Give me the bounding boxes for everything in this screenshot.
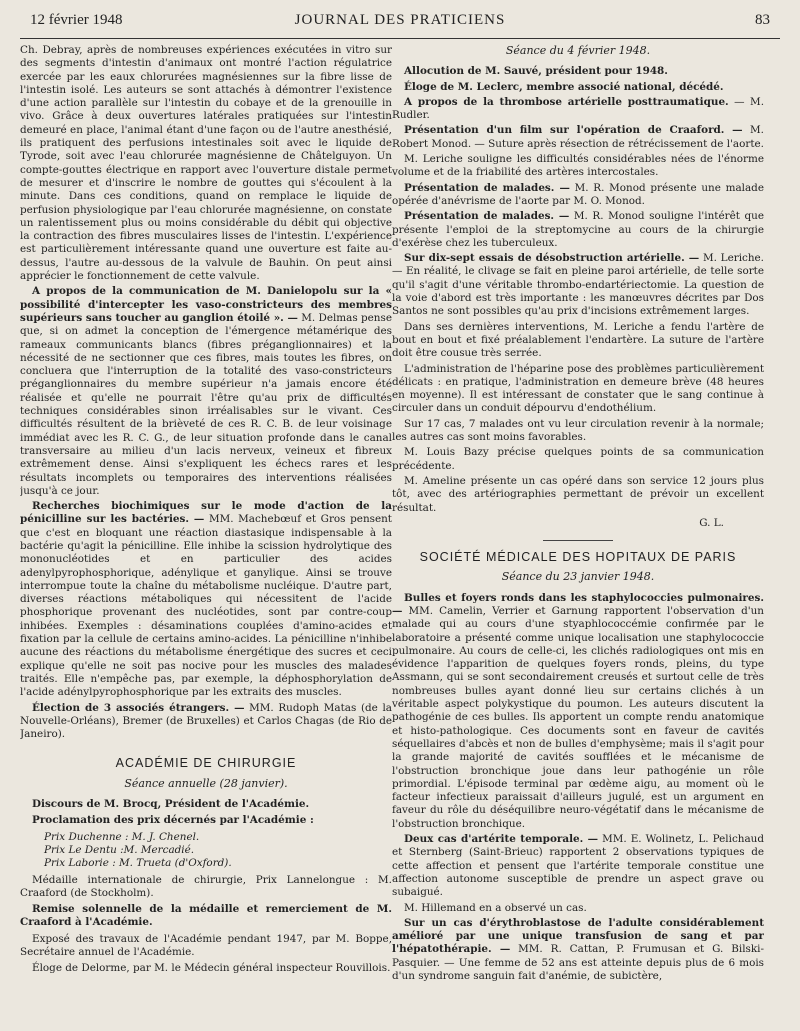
signature-initials: G. L. xyxy=(699,516,724,529)
text-danielopolu: M. Delmas pense que, si on admet la conception de l'émergence métamérique des rameaux communicants blancs (fibres préganglionnaires) et la nécessité de ne sectionner que ces fibres, mais toutes les fibres, on concluera que l'interruption de la totalité des vaso-constricteurs préganglionnaires du membre supérieur n'a jamais encore été réalisée et qu'elle ne pourrait l'être qu'au prix de difficultés techniques considérables sinon irréalisables sur le vivant. Ces difficultés résultent de la brièveté de ces R. C. B. de leur voisinage immédiat avec les R. C. G., de leur situation profonde dans le canal transversaire au milieu d'un lacis nerveux, veineux et fibreux extrêmement dense. Ainsi s'expliquent les échecs rares et les résultats incomplets ou temporaires des interventions réalisées jusqu'à ce jour. xyxy=(20,311,392,497)
item-medaille: Médaille internationale de chirurgie, Prix Lannelongue : M. Craaford (de Stockholm). xyxy=(20,873,392,899)
paragraph-heparine: L'administration de l'héparine pose des problèmes particulièrement délicats : en pratique, l'administration en demeure brève (48 heures en moyenne). Il est intéressant de constater que le sang continue à circuler dans un conduit dépourvu d'endothélium. xyxy=(392,362,764,415)
paragraph-debray: Ch. Debray, après de nombreuses expériences exécutées in vitro sur des segments d'intestin d'animaux ont montré l'action régulatrice exercée par les eaux chlorurées magnésiennes sur la fibre lisse de l'intestin isolé. Les auteurs se sont attachés à démontrer l'existence d'une action parallèle sur l'intestin du cobaye et de la grenouille in vivo. Grâce à deux ouvertures latérales pratiquées sur l'intestin demeuré en place, l'animal étant d'une façon ou de l'autre anesthésié, ils pratiquent des perfusions intestinales soit avec le liquide de Tyrode, soit avec l'eau chlorurée magnésienne de Châtelguyon. Un compte-gouttes électrique en rapport avec l'ouverture distale permet de mesurer et d'inscrire le nombre de gouttes qui s'écoulent à la minute. Dans ces conditions, quand on remplace le liquide de perfusion physiologique par l'eau chlorurée magnésienne, on constate un ralentissement plus ou moins considérable du débit qui objective la contraction des fibres musculaires lisses de l'intestin. L'expérience est particulièrement intéressante quand une ouverture est faite au-dessus, l'autre au-dessous de la valvule de Bauhin. On peut ainsi apprécier le fonctionnement de cette valvule. xyxy=(20,44,392,283)
heading-penicilline: Recherches biochimiques sur le mode d'action de la pénicilline sur les bactéries. — xyxy=(20,500,392,526)
heading-thrombose: A propos de la thrombose artérielle posttraumatique. xyxy=(404,95,729,108)
seance-23-janvier: Séance du 23 janvier 1948. xyxy=(501,570,655,584)
heading-election: Élection de 3 associés étrangers. — xyxy=(32,701,245,714)
text-presentation-1: M. R. Monod présente une malade opérée d'anévrisme de l'aorte par M. O. Monod. xyxy=(392,181,764,207)
paragraph-thrombose xyxy=(392,96,764,123)
section-title-academie-chirurgie: ACADÉMIE DE CHIRURGIE xyxy=(115,756,297,771)
prix-duchenne: Prix Duchenne : M. J. Chenel. xyxy=(44,830,200,843)
item-discours: Discours de M. Brocq, Président de l'Académie. xyxy=(32,798,310,811)
page-number: 83 xyxy=(755,12,770,28)
heading-presentation-1: Présentation de malades. — xyxy=(404,181,570,194)
text-penicilline: MM. Machebœuf et Gros pensent que c'est en bloquant une réaction diastasique indispensable à la bactérie qu'agit la pénicilline. Elle inhibe la scission hydrolytique des mononucléotides et en particulier des acides adenylpyrophosphorique, adénylique et ganylique. Ainsi se trouve interrompue toute la chaîne du métabolisme nucléique. D'autre part, diverses réactions métaboliques qui nécessitent de l'acide phosphorique provenant des nucléotides, sont par contre-coup inhibées. Exemples : désaminations couplées d'amino-acides et fixation par la cellule de certains amino-acides. La pénicilline n'inhibe aucune des réactions du métabolisme énergétique des sucres et ceci explique qu'elle ne soit pas nocive pour les muscles des malades traités. Elle n'empêche pas, par exemple, la déphosphorylation de l'acide adénylpyrophosphorique par les extraits des muscles. xyxy=(20,513,392,699)
text-film: M. Robert Monod. — Suture après résection de rétrécissement de l'aorte. xyxy=(392,124,764,150)
item-eloge-delorme: Éloge de Delorme, par M. le Médecin général inspecteur Rouvillois. xyxy=(32,962,391,975)
heading-bulles: Bulles et foyers ronds dans les staphylococcies pulmonaires. — xyxy=(392,591,764,617)
text-erythroblastose: MM. R. Cattan, P. Frumusan et G. Bilski-Pasquier. — Une femme de 52 ans est atteinte depuis plus de 6 mois d'un syndrome sanguin fait d'anémie, de subictère, xyxy=(392,943,764,982)
paragraph-arterite xyxy=(392,833,764,899)
heading-danielopolu: A propos de la communication de M. Danielopolu sur la « possibilité d'intercepter les vaso-constricteurs des membres supérieurs sans toucher au ganglion étoilé ». — xyxy=(20,285,392,324)
heading-desobstruction: Sur dix-sept essais de désobstruction artérielle. — xyxy=(404,252,700,265)
header-rule xyxy=(20,38,780,39)
paragraph-penicilline xyxy=(20,500,392,699)
paragraph-leriche-1: M. Leriche souligne les difficultés considérables nées de l'énorme volume et de la friabilité des artères intercostales. xyxy=(392,153,764,179)
text-presentation-2: M. R. Monod souligne l'intérêt que présente l'emploi de la streptomycine au cours de la chirurgie d'exérèse chez les tuberculeux. xyxy=(392,210,764,249)
seance-annuelle: Séance annuelle (28 janvier). xyxy=(124,776,288,790)
heading-erythroblastose: Sur un cas d'érythroblastose de l'adulte considérablement amélioré par une unique transfusion de sang et par l'hépatothérapie. — xyxy=(392,916,764,956)
paragraph-election xyxy=(20,702,392,742)
paragraph-danielopolu xyxy=(20,285,392,498)
text-arterite: MM. E. Wolinetz, L. Pelichaud et Sternberg (Saint-Brieuc) rapportent 2 observations typiques de cette affection et pensent que l'artérite temporale constitue une affection autonome susceptible de prendre un aspect grave ou subaigué. xyxy=(392,833,764,899)
text-election: MM. Rudoph Matas (de la Nouvelle-Orléans), Bremer (de Bruxelles) et Carlos Chagas (de Rio de Janeiro). xyxy=(20,701,392,741)
paragraph-erythroblastose xyxy=(392,917,764,983)
paragraph-interventions: Dans ses dernières interventions, M. Leriche a fendu l'artère de bout en bout et fixé préalablement l'endartère. La suture de l'artère doit être cousue très serrée. xyxy=(392,320,764,360)
left-column xyxy=(20,44,392,1025)
paragraph-hillemand: M. Hillemand en a observé un cas. xyxy=(404,901,587,914)
item-expose: Exposé des travaux de l'Académie pendant 1947, par M. Boppe, Secrétaire annuel de l'Académie. xyxy=(20,932,392,958)
paragraph-film xyxy=(392,124,764,151)
paragraph-desobstruction xyxy=(392,252,764,318)
prix-laborie: Prix Laborie : M. Trueta (d'Oxford). xyxy=(44,857,232,870)
item-remise: Remise solennelle de la médaille et remerciement de M. Craaford à l'Académie. xyxy=(20,903,392,929)
paragraph-sur-17: Sur 17 cas, 7 malades ont vu leur circulation revenir à la normale; les autres cas sont moins favorables. xyxy=(392,417,764,444)
section-title-societe-medicale: SOCIÉTÉ MÉDICALE DES HOPITAUX DE PARIS xyxy=(419,550,737,565)
heading-presentation-2: Présentation de malades. — xyxy=(404,210,570,223)
paragraph-ameline: M. Ameline présente un cas opéré dans son service 12 jours plus tôt, avec des artériographies permettant de prévoir un excellent résultat. xyxy=(392,474,764,514)
paragraph-presentation-2 xyxy=(392,210,764,250)
heading-arterite: Deux cas d'artérite temporale. — xyxy=(404,833,599,846)
heading-film: Présentation d'un film sur l'opération de Craaford. — xyxy=(404,124,743,137)
paragraph-bazy: M. Louis Bazy précise quelques points de sa communication précédente. xyxy=(392,446,764,472)
text-thrombose: — M. Rudler. xyxy=(392,95,764,122)
page-header xyxy=(30,12,770,34)
right-column xyxy=(392,44,764,1025)
section-divider xyxy=(543,540,613,541)
text-desobstruction: M. Leriche. — En réalité, le clivage se fait en pleine paroi artérielle, de telle sorte qu'il s'agit d'une véritable thrombo-endartériectomie. La question de la voie d'abord est très importante : les manœuvres décrites par Dos Santos ne sont possibles qu'au prix d'incisions extrêmement larges. xyxy=(392,252,764,318)
prix-le-dentu: Prix Le Dentu :M. Mercadié. xyxy=(44,843,195,856)
paragraph-presentation-1 xyxy=(392,182,764,209)
seance-4-fevrier: Séance du 4 février 1948. xyxy=(505,44,651,57)
item-proclamation: Proclamation des prix décernés par l'Académie : xyxy=(32,814,314,827)
text-bulles: MM. Camelin, Verrier et Garnung rapportent l'observation d'un malade qui au cours d'une styaphlococcémie confirmée par le laboratoire a présenté comme unique localisation une staphylococcie pulmonaire. Au cours de celle-ci, les clichés radiologiques ont mis en évidence l'apparition de quelques foyers ronds, pleins, du type Assmann, qui se sont secondairement creusés et surtout celle de très nombreuses bulles ayant donné lieu sur certains clichés à un véritable aspect polykystique du poumon. Les auteurs discutent la pathogénie de ces bulles. Ils apportent un compte rendu anatomique et histo-pathologique. Ces documents sont en faveur de cavités séquellaires d'abcès et non de bulles d'emphysème; mais il s'agit pour la grande majorité de cavités soufflées et le mécanisme de l'obstruction bronchique joue dans leur pathogénie un rôle primordial. L'épisode terminal par œdème aigu, au moment où le facteur infectieux paraissait d'ailleurs jugulé, est un argument en faveur du rôle du déséquilibre neuro-végétatif dans le mécanisme de l'obstruction bronchique. xyxy=(392,604,764,830)
header-date: 12 février 1948 xyxy=(30,12,123,28)
header-journal-title: JOURNAL DES PRATICIENS xyxy=(294,12,506,28)
paragraph-bulles xyxy=(392,592,764,831)
item-allocution: Allocution de M. Sauvé, président pour 1948. xyxy=(404,65,668,78)
item-eloge-leclerc: Éloge de M. Leclerc, membre associé national, décédé. xyxy=(404,80,724,93)
